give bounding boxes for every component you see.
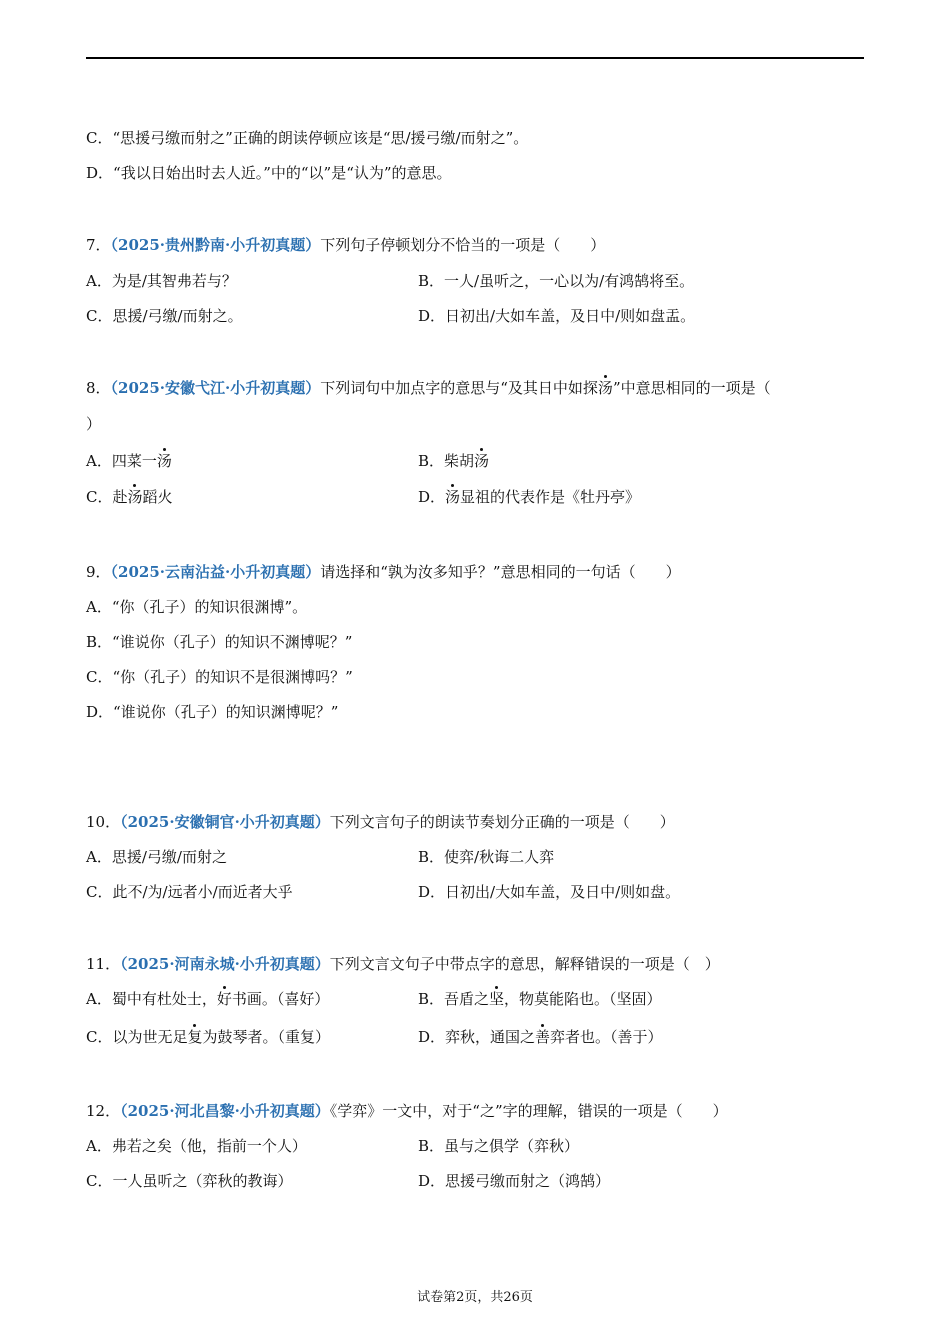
- page-footer: 试卷第2页，共26页: [417, 1290, 533, 1305]
- q10-option-c: C．此不/为/远者小/而近者大乎: [86, 883, 293, 901]
- option-text: 为鼓琴者。（重复）: [202, 1028, 331, 1046]
- question-source: （2025·贵州黔南·小升初真题）: [110, 236, 321, 254]
- dotted-char: 复: [187, 1028, 203, 1046]
- q8-option-c: [86, 487, 173, 507]
- q11-option-b: [418, 989, 662, 1009]
- dotted-char: 汤: [474, 452, 490, 470]
- question-8-stem-end: ）: [86, 415, 102, 433]
- q7-option-a: A．为是/其智弗若与？: [86, 272, 237, 290]
- q12-option-d: D．思援弓缴而射之（鸿鹄）: [418, 1172, 611, 1190]
- question-number: 11．: [86, 955, 121, 973]
- question-source: （2025·安徽弋江·小升初真题）: [110, 379, 321, 397]
- header-rule: [86, 57, 864, 59]
- option-text: C．以为世无足: [86, 1028, 188, 1046]
- question-text: 《学弈》一文中，对于“之”字的理解，错误的一项是（ ）: [329, 1102, 728, 1120]
- dotted-char: 汤: [445, 488, 461, 506]
- question-number: 8．: [86, 379, 111, 397]
- q11-option-c: [86, 1027, 330, 1047]
- question-source: （2025·安徽铜官·小升初真题）: [120, 813, 330, 831]
- q10-option-a: A．思援/弓缴/而射之: [86, 848, 227, 866]
- question-number: 12．: [86, 1102, 121, 1120]
- q8-option-b: [418, 451, 489, 471]
- option-text: A．四菜一: [86, 452, 157, 470]
- q11-option-d: [418, 1027, 663, 1047]
- question-12-stem: [86, 1101, 728, 1121]
- question-text: 下列句子停顿划分不恰当的一项是（ ）: [320, 236, 606, 254]
- question-source: （2025·河北昌黎·小升初真题）: [120, 1102, 330, 1120]
- q7-option-c: C．思援/弓缴/而射之。: [86, 307, 243, 325]
- option-text: ，物莫能陷也。（坚固）: [504, 990, 662, 1008]
- question-number: 7．: [86, 236, 111, 254]
- q12-option-b: B．虽与之俱学（弈秋）: [418, 1137, 580, 1155]
- question-7-stem: [86, 235, 605, 255]
- dotted-char: 善: [535, 1028, 551, 1046]
- option-text: 书画。（喜好）: [231, 990, 330, 1008]
- dotted-char: 好: [216, 990, 232, 1008]
- question-source: （2025·河南永城·小升初真题）: [120, 955, 330, 973]
- q9-option-b: B．“谁说你（孔子）的知识不渊博呢？”: [86, 633, 353, 651]
- question-11-stem: [86, 954, 720, 974]
- q8-option-a: [86, 451, 172, 471]
- dotted-char: 汤: [127, 488, 143, 506]
- prev-option-d: D．“我以日始出时去人近。”中的“以”是“认为”的意思。: [86, 164, 452, 182]
- question-text: 请选择和“孰为汝多知乎？”意思相同的一句话（ ）: [320, 563, 681, 581]
- option-text: D．: [418, 488, 446, 506]
- question-number: 9．: [86, 563, 111, 581]
- dotted-char: 坚: [489, 990, 505, 1008]
- q7-option-d: D．日初出/大如车盖，及日中/则如盘盂。: [418, 307, 696, 325]
- question-text: ”中意思相同的一项是（: [612, 379, 771, 397]
- question-text: 下列文言文句子中带点字的意思，解释错误的一项是（ ）: [329, 955, 720, 973]
- q12-option-a: A．弗若之矣（他，指前一个人）: [86, 1137, 307, 1155]
- q10-option-d: D．日初出/大如车盖，及日中/则如盘。: [418, 883, 681, 901]
- q9-option-c: C．“你（孔子）的知识不是很渊博吗？”: [86, 668, 353, 686]
- option-text: B．柴胡: [418, 452, 475, 470]
- q8-option-d: [418, 487, 640, 507]
- prev-option-c: C．“思援弓缴而射之”正确的朗读停顿应该是“思/援弓缴/而射之”。: [86, 129, 529, 147]
- q11-option-a: [86, 989, 329, 1009]
- question-9-stem: [86, 562, 681, 582]
- option-text: A．蜀中有杜处士，: [86, 990, 217, 1008]
- q10-option-b: B．使弈/秋诲二人弈: [418, 848, 555, 866]
- question-8-stem: [86, 378, 771, 398]
- option-text: 蹈火: [142, 488, 173, 506]
- question-source: （2025·云南沾益·小升初真题）: [110, 563, 321, 581]
- question-text: 下列文言句子的朗读节奏划分正确的一项是（ ）: [329, 813, 675, 831]
- question-text: 下列词句中加点字的意思与“及其日中如探: [320, 379, 598, 397]
- option-text: C．赴: [86, 488, 128, 506]
- option-text: D．弈秋，通国之: [418, 1028, 536, 1046]
- q7-option-b: B．一人/虽听之，一心以为/有鸿鹄将至。: [418, 272, 695, 290]
- question-number: 10．: [86, 813, 121, 831]
- dotted-char: 汤: [156, 452, 172, 470]
- option-text: 显祖的代表作是《牡丹亭》: [460, 488, 641, 506]
- option-text: B．吾盾之: [418, 990, 490, 1008]
- question-10-stem: [86, 812, 675, 832]
- dotted-char: 汤: [597, 379, 613, 397]
- option-text: 弈者也。（善于）: [550, 1028, 663, 1046]
- q9-option-a: A．“你（孔子）的知识很渊博”。: [86, 598, 308, 616]
- q9-option-d: D．“谁说你（孔子）的知识渊博呢？”: [86, 703, 339, 721]
- q12-option-c: C．一人虽听之（弈秋的教诲）: [86, 1172, 293, 1190]
